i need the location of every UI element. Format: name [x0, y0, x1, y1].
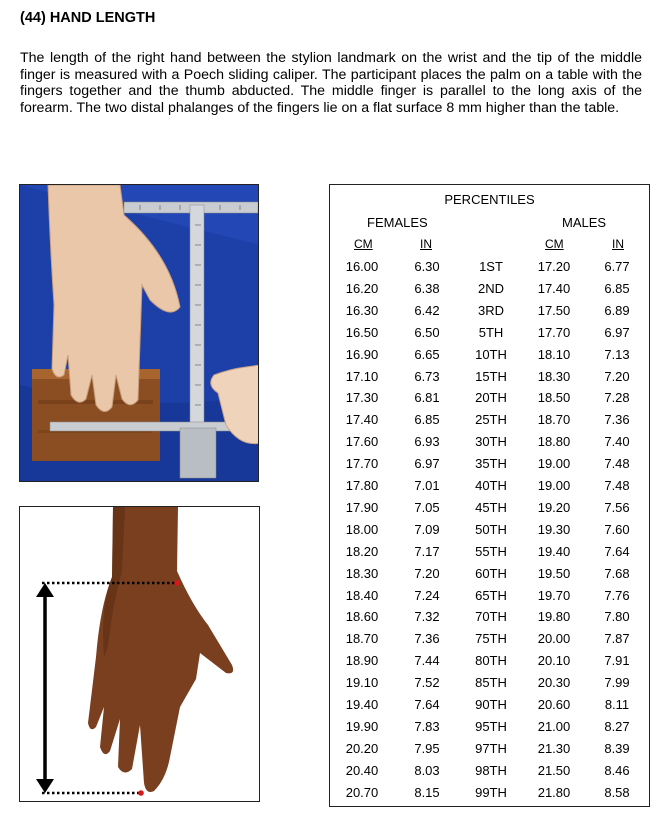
cell-male-in: 7.56	[604, 499, 630, 515]
table-row	[330, 588, 649, 610]
cell-percentile: 85TH	[475, 675, 507, 691]
table-row	[330, 456, 649, 478]
cell-female-cm: 20.40	[345, 762, 379, 778]
caliper-photo-illustration	[20, 185, 259, 482]
cell-female-cm: 17.60	[345, 434, 379, 450]
cell-female-cm: 18.70	[345, 631, 379, 647]
cell-male-in: 7.13	[604, 346, 630, 362]
table-row	[330, 697, 649, 719]
cell-male-cm: 21.80	[537, 784, 571, 800]
cell-percentile: 80TH	[475, 653, 507, 669]
cell-male-cm: 17.20	[537, 259, 571, 274]
cell-male-cm: 19.40	[537, 543, 571, 559]
cell-male-in: 6.89	[604, 302, 630, 318]
table-row	[330, 785, 649, 807]
cell-percentile: 2ND	[477, 280, 504, 296]
cell-female-in: 8.03	[414, 762, 440, 778]
cell-percentile: 20TH	[475, 390, 507, 406]
table-row	[330, 544, 649, 566]
cell-female-in: 6.93	[414, 434, 440, 450]
table-row	[330, 281, 649, 303]
cell-female-in: 6.81	[414, 390, 440, 406]
cell-male-cm: 19.50	[537, 565, 571, 581]
cell-male-in: 8.11	[604, 697, 630, 712]
cell-percentile: 10TH	[475, 346, 507, 362]
cell-male-cm: 20.10	[537, 653, 571, 669]
cell-percentile: 98TH	[475, 762, 507, 778]
table-row	[330, 719, 649, 741]
cell-percentile: 90TH	[475, 697, 507, 712]
cell-female-in: 8.15	[414, 784, 440, 800]
cell-female-in: 6.38	[414, 280, 440, 296]
cell-female-cm: 16.20	[345, 280, 379, 296]
cell-percentile: 99TH	[475, 784, 507, 800]
cell-female-in: 7.64	[414, 697, 440, 712]
table-row	[330, 369, 649, 391]
cell-percentile: 55TH	[475, 543, 507, 559]
cell-female-cm: 16.00	[345, 259, 379, 274]
table-title: PERCENTILES	[444, 192, 535, 207]
cell-female-cm: 18.20	[345, 543, 379, 559]
unit-header-female-cm: CM	[354, 237, 373, 251]
males-header: MALES	[562, 215, 607, 230]
cell-percentile: 95TH	[475, 718, 507, 734]
cell-female-cm: 19.40	[345, 697, 379, 712]
cell-female-in: 6.50	[414, 324, 440, 340]
cell-male-cm: 20.30	[537, 675, 571, 691]
cell-male-cm: 20.00	[537, 631, 571, 647]
cell-female-cm: 16.30	[345, 302, 379, 318]
cell-male-in: 6.77	[604, 259, 630, 274]
table-row	[330, 412, 649, 434]
cell-female-in: 7.32	[414, 609, 440, 625]
cell-female-in: 7.24	[414, 587, 440, 603]
cell-male-in: 7.64	[604, 543, 630, 559]
cell-male-cm: 19.00	[537, 478, 571, 493]
cell-female-in: 7.95	[414, 740, 440, 756]
table-row	[330, 434, 649, 456]
cell-female-cm: 18.30	[345, 565, 379, 581]
cell-male-in: 7.80	[604, 609, 630, 625]
cell-female-in: 6.73	[414, 368, 440, 384]
table-row	[330, 390, 649, 412]
cell-male-cm: 19.30	[537, 521, 571, 537]
cell-percentile: 35TH	[475, 456, 507, 472]
cell-male-cm: 19.00	[537, 456, 571, 472]
hand-illustration	[20, 507, 260, 802]
cell-female-cm: 19.10	[345, 675, 379, 691]
cell-female-cm: 18.60	[345, 609, 379, 625]
table-row	[330, 347, 649, 369]
cell-female-in: 7.83	[414, 718, 440, 734]
hand-length-diagram	[19, 506, 260, 802]
cell-female-cm: 18.00	[345, 521, 379, 537]
cell-male-in: 6.85	[604, 280, 630, 296]
cell-female-in: 6.97	[414, 456, 440, 472]
cell-male-in: 7.48	[604, 478, 630, 493]
table-row	[330, 478, 649, 500]
cell-female-cm: 16.90	[345, 346, 379, 362]
cell-male-in: 7.36	[604, 412, 630, 428]
cell-percentile: 65TH	[475, 587, 507, 603]
cell-male-cm: 18.80	[537, 434, 571, 450]
cell-percentile: 60TH	[475, 565, 507, 581]
cell-female-in: 7.09	[414, 521, 440, 537]
cell-male-in: 7.48	[604, 456, 630, 472]
cell-female-in: 7.36	[414, 631, 440, 647]
cell-female-cm: 17.90	[345, 499, 379, 515]
cell-female-in: 6.85	[414, 412, 440, 428]
cell-male-in: 7.76	[604, 587, 630, 603]
cell-percentile: 50TH	[475, 521, 507, 537]
cell-male-in: 8.39	[604, 740, 630, 756]
cell-female-in: 7.52	[414, 675, 440, 691]
cell-male-in: 7.87	[604, 631, 630, 647]
cell-male-in: 8.46	[604, 762, 630, 778]
table-row	[330, 763, 649, 785]
percentile-table	[329, 184, 650, 807]
cell-female-in: 6.30	[414, 259, 440, 274]
cell-male-in: 7.68	[604, 565, 630, 581]
cell-percentile: 75TH	[475, 631, 507, 647]
cell-male-cm: 21.50	[537, 762, 571, 778]
cell-male-in: 7.60	[604, 521, 630, 537]
cell-male-cm: 20.60	[537, 697, 571, 712]
cell-male-in: 7.20	[604, 368, 630, 384]
cell-female-cm: 17.70	[345, 456, 379, 472]
cell-female-cm: 17.40	[345, 412, 379, 428]
table-row	[330, 325, 649, 347]
cell-male-cm: 18.10	[537, 346, 571, 362]
cell-male-cm: 17.70	[537, 324, 571, 340]
cell-male-cm: 17.50	[537, 302, 571, 318]
cell-female-cm: 19.90	[345, 718, 379, 734]
cell-male-in: 7.28	[604, 390, 630, 406]
unit-header-male-in: IN	[612, 237, 624, 251]
cell-male-cm: 21.30	[537, 740, 571, 756]
cell-male-cm: 19.70	[537, 587, 571, 603]
cell-female-cm: 16.50	[345, 324, 379, 340]
measurement-photo	[19, 184, 259, 482]
cell-female-cm: 17.10	[345, 368, 379, 384]
cell-percentile: 1ST	[479, 259, 503, 274]
unit-header-female-in: IN	[420, 237, 432, 251]
cell-percentile: 25TH	[475, 412, 507, 428]
cell-percentile: 40TH	[475, 478, 507, 493]
cell-female-cm: 17.80	[345, 478, 379, 493]
unit-header-male-cm: CM	[545, 237, 564, 251]
table-row	[330, 741, 649, 763]
cell-percentile: 70TH	[475, 609, 507, 625]
table-row	[330, 631, 649, 653]
cell-female-cm: 17.30	[345, 390, 379, 406]
cell-male-in: 6.97	[604, 324, 630, 340]
cell-male-cm: 18.30	[537, 368, 571, 384]
cell-male-cm: 18.70	[537, 412, 571, 428]
cell-percentile: 15TH	[475, 368, 507, 384]
cell-male-cm: 19.80	[537, 609, 571, 625]
table-row	[330, 566, 649, 588]
page-title: (44) HAND LENGTH	[20, 10, 156, 26]
table-row	[330, 500, 649, 522]
cell-male-in: 8.58	[604, 784, 630, 800]
cell-female-cm: 18.40	[345, 587, 379, 603]
cell-female-in: 7.05	[414, 499, 440, 515]
cell-female-in: 6.65	[414, 346, 440, 362]
females-header: FEMALES	[367, 215, 428, 230]
cell-female-in: 7.17	[414, 543, 440, 559]
cell-percentile: 45TH	[475, 499, 507, 515]
cell-female-in: 6.42	[414, 302, 440, 318]
cell-female-in: 7.20	[414, 565, 440, 581]
cell-percentile: 30TH	[475, 434, 507, 450]
cell-female-cm: 18.90	[345, 653, 379, 669]
cell-male-cm: 21.00	[537, 718, 571, 734]
cell-male-cm: 19.20	[537, 499, 571, 515]
cell-percentile: 5TH	[478, 324, 504, 340]
table-row	[330, 259, 649, 281]
cell-female-in: 7.01	[414, 478, 440, 493]
table-row	[330, 675, 649, 697]
cell-percentile: 3RD	[477, 302, 504, 318]
table-row	[330, 609, 649, 631]
cell-male-cm: 18.50	[537, 390, 571, 406]
cell-female-in: 7.44	[414, 653, 440, 669]
cell-female-cm: 20.70	[345, 784, 379, 800]
cell-male-in: 7.99	[604, 675, 630, 691]
cell-female-cm: 20.20	[345, 740, 379, 756]
cell-male-cm: 17.40	[537, 280, 571, 296]
measurement-description: The length of the right hand between the stylion landmark on the wrist and the tip of the middle finger is measured with a Poech sliding caliper. The participant places the palm on a table with the fingers together and the thumb abducted. The middle finger is parallel to the long axis of the forearm. The two distal phalanges of the fingers lie on a flat surface 8 mm higher than the table.	[20, 50, 642, 116]
cell-male-in: 8.27	[604, 718, 630, 734]
cell-male-in: 7.40	[604, 434, 630, 450]
cell-percentile: 97TH	[475, 740, 507, 756]
table-row	[330, 303, 649, 325]
table-row	[330, 653, 649, 675]
table-row	[330, 522, 649, 544]
cell-male-in: 7.91	[604, 653, 630, 669]
